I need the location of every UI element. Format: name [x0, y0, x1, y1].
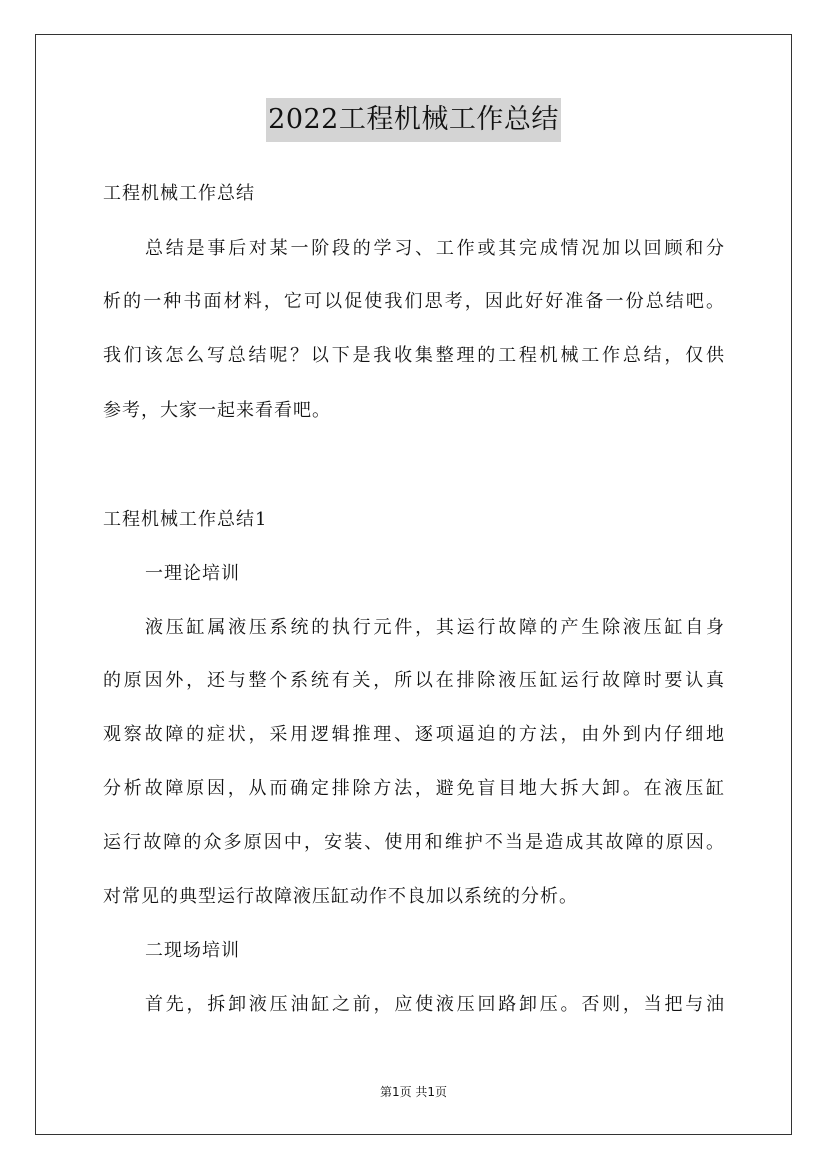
item1-line-4: 分析故障原因，从而确定排除方法，避免盲目地大拆大卸。在液压缸	[103, 778, 725, 799]
subtitle: 工程机械工作总结	[103, 183, 255, 204]
item2-line-1: 首先，拆卸液压油缸之前，应使液压回路卸压。否则，当把与油	[145, 994, 725, 1015]
item1-line-5: 运行故障的众多原因中，安装、使用和维护不当是造成其故障的原因。	[103, 832, 725, 853]
intro-line-1: 总结是事后对某一阶段的学习、工作或其完成情况加以回顾和分	[145, 238, 725, 259]
title-container	[0, 98, 827, 142]
item1-line-3: 观察故障的症状，采用逻辑推理、逐项逼迫的方法，由外到内仔细地	[103, 724, 725, 745]
document-title: 2022工程机械工作总结	[266, 98, 561, 142]
intro-line-2: 析的一种书面材料，它可以促使我们思考，因此好好准备一份总结吧。	[103, 291, 725, 312]
intro-line-3: 我们该怎么写总结呢？以下是我收集整理的工程机械工作总结，仅供	[103, 345, 725, 366]
item1-line-6: 对常见的典型运行故障液压缸动作不良加以系统的分析。	[103, 886, 578, 907]
page-footer: 第1页 共1页	[379, 1085, 448, 1099]
item2-heading: 二现场培训	[145, 940, 240, 961]
item1-line-1: 液压缸属液压系统的执行元件，其运行故障的产生除液压缸自身	[145, 617, 725, 638]
section-heading: 工程机械工作总结1	[103, 509, 268, 530]
intro-line-4: 参考，大家一起来看看吧。	[103, 400, 331, 421]
item1-line-2: 的原因外，还与整个系统有关，所以在排除液压缸运行故障时要认真	[103, 670, 725, 691]
item1-heading: 一理论培训	[145, 563, 240, 584]
